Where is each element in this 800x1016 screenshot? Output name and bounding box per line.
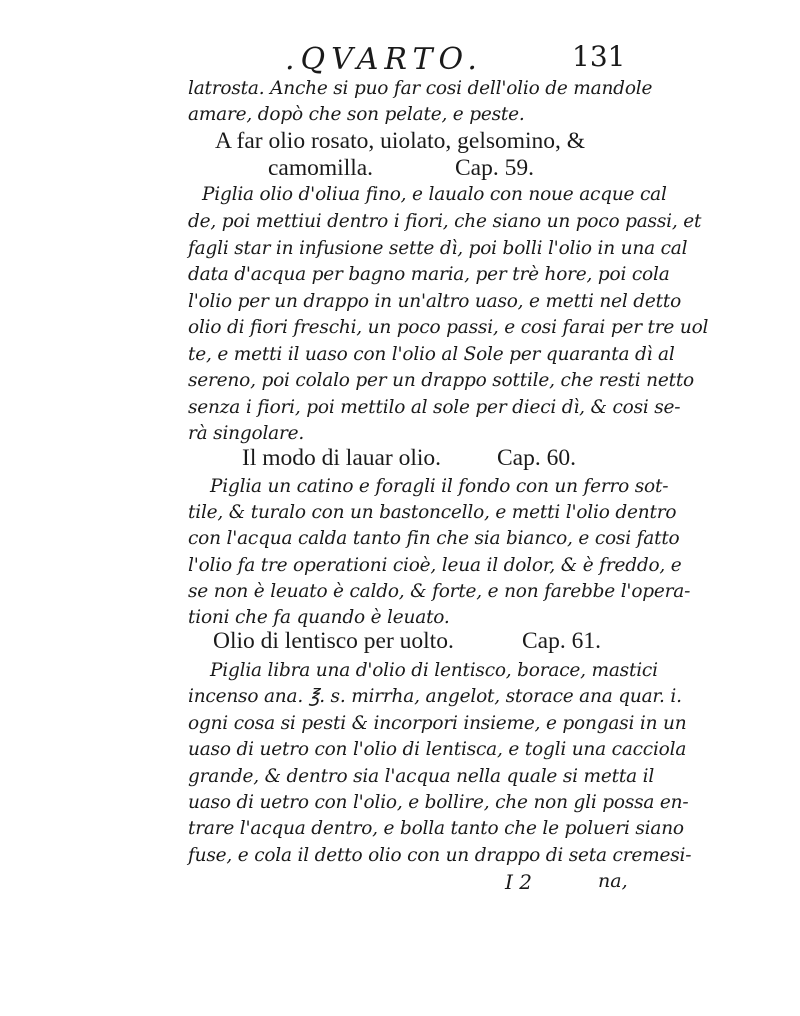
text-line: Piglia un catino e foragli il fondo con un ferro sot- bbox=[210, 476, 669, 497]
text-line: tile, & turalo con un bastoncello, e metti l'olio dentro bbox=[188, 502, 677, 523]
text-line: uaso di uetro con l'olio di lentisca, e togli una cacciola bbox=[188, 739, 687, 760]
text-line: senza i fiori, poi mettilo al sole per dieci dì, & cosi se- bbox=[188, 397, 681, 418]
text-line: latrosta. Anche si puo far cosi dell'olio de mandole bbox=[188, 78, 653, 99]
chapter-heading: camomilla. bbox=[268, 155, 374, 181]
text-line: trare l'acqua dentro, e bolla tanto che le polueri siano bbox=[188, 818, 684, 839]
chapter-heading: A far olio rosato, uiolato, gelsomino, & bbox=[215, 128, 586, 154]
chapter-heading: Il modo di lauar olio. bbox=[242, 445, 442, 471]
page-number: 131 bbox=[572, 40, 626, 73]
text-line: Piglia libra una d'olio di lentisco, borace, mastici bbox=[210, 660, 658, 681]
text-line: l'olio per un drappo in un'altro uaso, e metti nel detto bbox=[188, 291, 682, 312]
chapter-number: Cap. 60. bbox=[497, 445, 576, 471]
text-line: de, poi mettiui dentro i fiori, che siano un poco passi, et bbox=[188, 211, 702, 232]
text-line: grande, & dentro sia l'acqua nella quale si metta il bbox=[188, 766, 655, 787]
chapter-number: Cap. 61. bbox=[522, 628, 601, 654]
running-head: .QVARTO. bbox=[285, 42, 483, 77]
text-line: te, e metti il uaso con l'olio al Sole per quaranta dì al bbox=[188, 344, 675, 365]
text-line: data d'acqua per bagno maria, per trè hore, poi cola bbox=[188, 264, 670, 285]
text-line: se non è leuato è caldo, & forte, e non farebbe l'opera- bbox=[188, 581, 691, 602]
text-line: fuse, e cola il detto olio con un drappo di seta cremesi- bbox=[188, 845, 692, 866]
chapter-number: Cap. 59. bbox=[455, 155, 534, 181]
text-line: olio di fiori freschi, un poco passi, e cosi farai per tre uol bbox=[188, 317, 709, 338]
text-line: rà singolare. bbox=[188, 423, 305, 444]
chapter-heading: Olio di lentisco per uolto. bbox=[213, 628, 454, 654]
text-line: fagli star in infusione sette dì, poi bolli l'olio in una cal bbox=[188, 238, 688, 259]
text-line: l'olio fa tre operationi cioè, leua il dolor, & è freddo, e bbox=[188, 555, 682, 576]
text-line: amare, dopò che son pelate, e peste. bbox=[188, 104, 525, 125]
signature-mark: I 2 bbox=[505, 870, 532, 894]
catchword: na, bbox=[598, 870, 628, 892]
text-line: uaso di uetro con l'olio, e bollire, che non gli possa en- bbox=[188, 792, 689, 813]
text-line: sereno, poi colalo per un drappo sottile, che resti netto bbox=[188, 370, 694, 391]
text-line: con l'acqua calda tanto fin che sia bianco, e cosi fatto bbox=[188, 528, 680, 549]
text-line: tioni che fa quando è leuato. bbox=[188, 607, 450, 628]
text-line: incenso ana. ℥. s. mirrha, angelot, storace ana quar. i. bbox=[188, 686, 682, 707]
text-line: Piglia olio d'oliua fino, e laualo con noue acque cal bbox=[202, 184, 667, 205]
text-line: ogni cosa si pesti & incorpori insieme, e pongasi in un bbox=[188, 713, 687, 734]
